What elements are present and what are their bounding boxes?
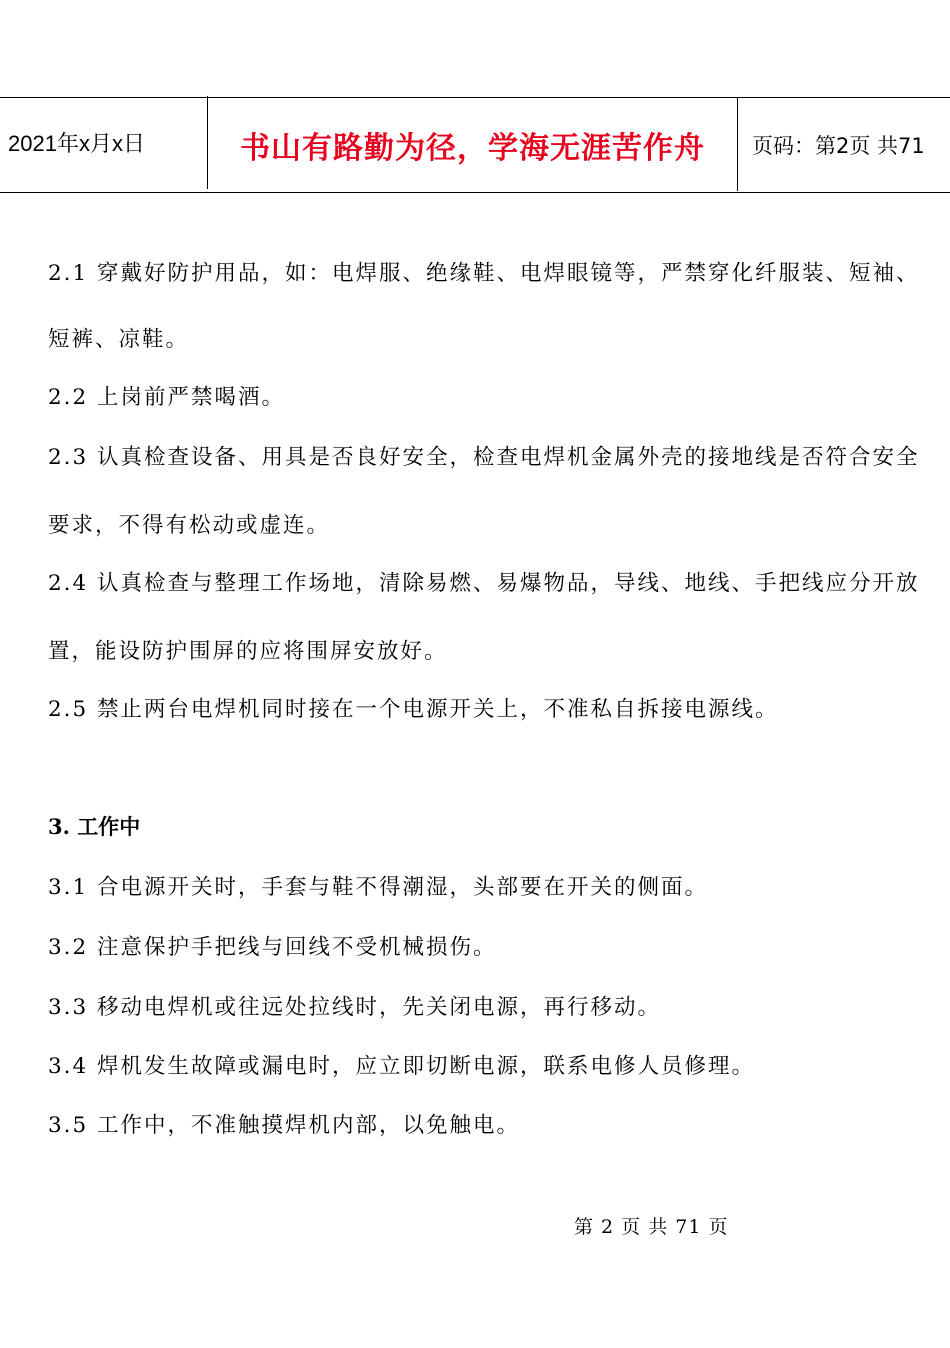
- paragraph-line: 3.4 焊机发生故障或漏电时，应立即切断电源，联系电修人员修理。: [48, 1054, 756, 1079]
- paragraph-line: 3.3 移动电焊机或往远处拉线时，先关闭电源，再行移动。: [48, 995, 662, 1020]
- paragraph-line: 3.5 工作中，不准触摸焊机内部，以免触电。: [48, 1113, 521, 1138]
- page-header: [0, 97, 950, 193]
- paragraph-line: 3.1 合电源开关时，手套与鞋不得潮湿，头部要在开关的侧面。: [48, 875, 709, 900]
- paragraph-line: 2.1 穿戴好防护用品，如：电焊服、绝缘鞋、电焊眼镜等，严禁穿化纤服装、短袖、: [48, 261, 920, 286]
- paragraph-line: 要求，不得有松动或虚连。: [48, 513, 331, 538]
- header-motto: 书山有路勤为径，学海无涯苦作舟: [208, 98, 738, 191]
- paragraph-line: 2.2 上岗前严禁喝酒。: [48, 385, 286, 410]
- paragraph-line: 2.3 认真检查设备、用具是否良好安全，检查电焊机金属外壳的接地线是否符合安全: [48, 445, 920, 470]
- header-date: 2021年x月x日: [0, 96, 208, 189]
- paragraph-line: 3.2 注意保护手把线与回线不受机械损伤。: [48, 935, 497, 960]
- paragraph-line: 置，能设防护围屏的应将围屏安放好。: [48, 639, 448, 664]
- paragraph-line: 短裤、凉鞋。: [48, 327, 190, 352]
- paragraph-line: 2.5 禁止两台电焊机同时接在一个电源开关上，不准私自拆接电源线。: [48, 697, 779, 722]
- header-page-info: 页码：第2页 共71: [752, 133, 925, 158]
- paragraph-line: 2.4 认真检查与整理工作场地，清除易燃、易爆物品，导线、地线、手把线应分开放: [48, 571, 920, 596]
- page-footer: 第 2 页 共 71 页: [574, 1216, 729, 1238]
- section-title: 3. 工作中: [48, 814, 141, 839]
